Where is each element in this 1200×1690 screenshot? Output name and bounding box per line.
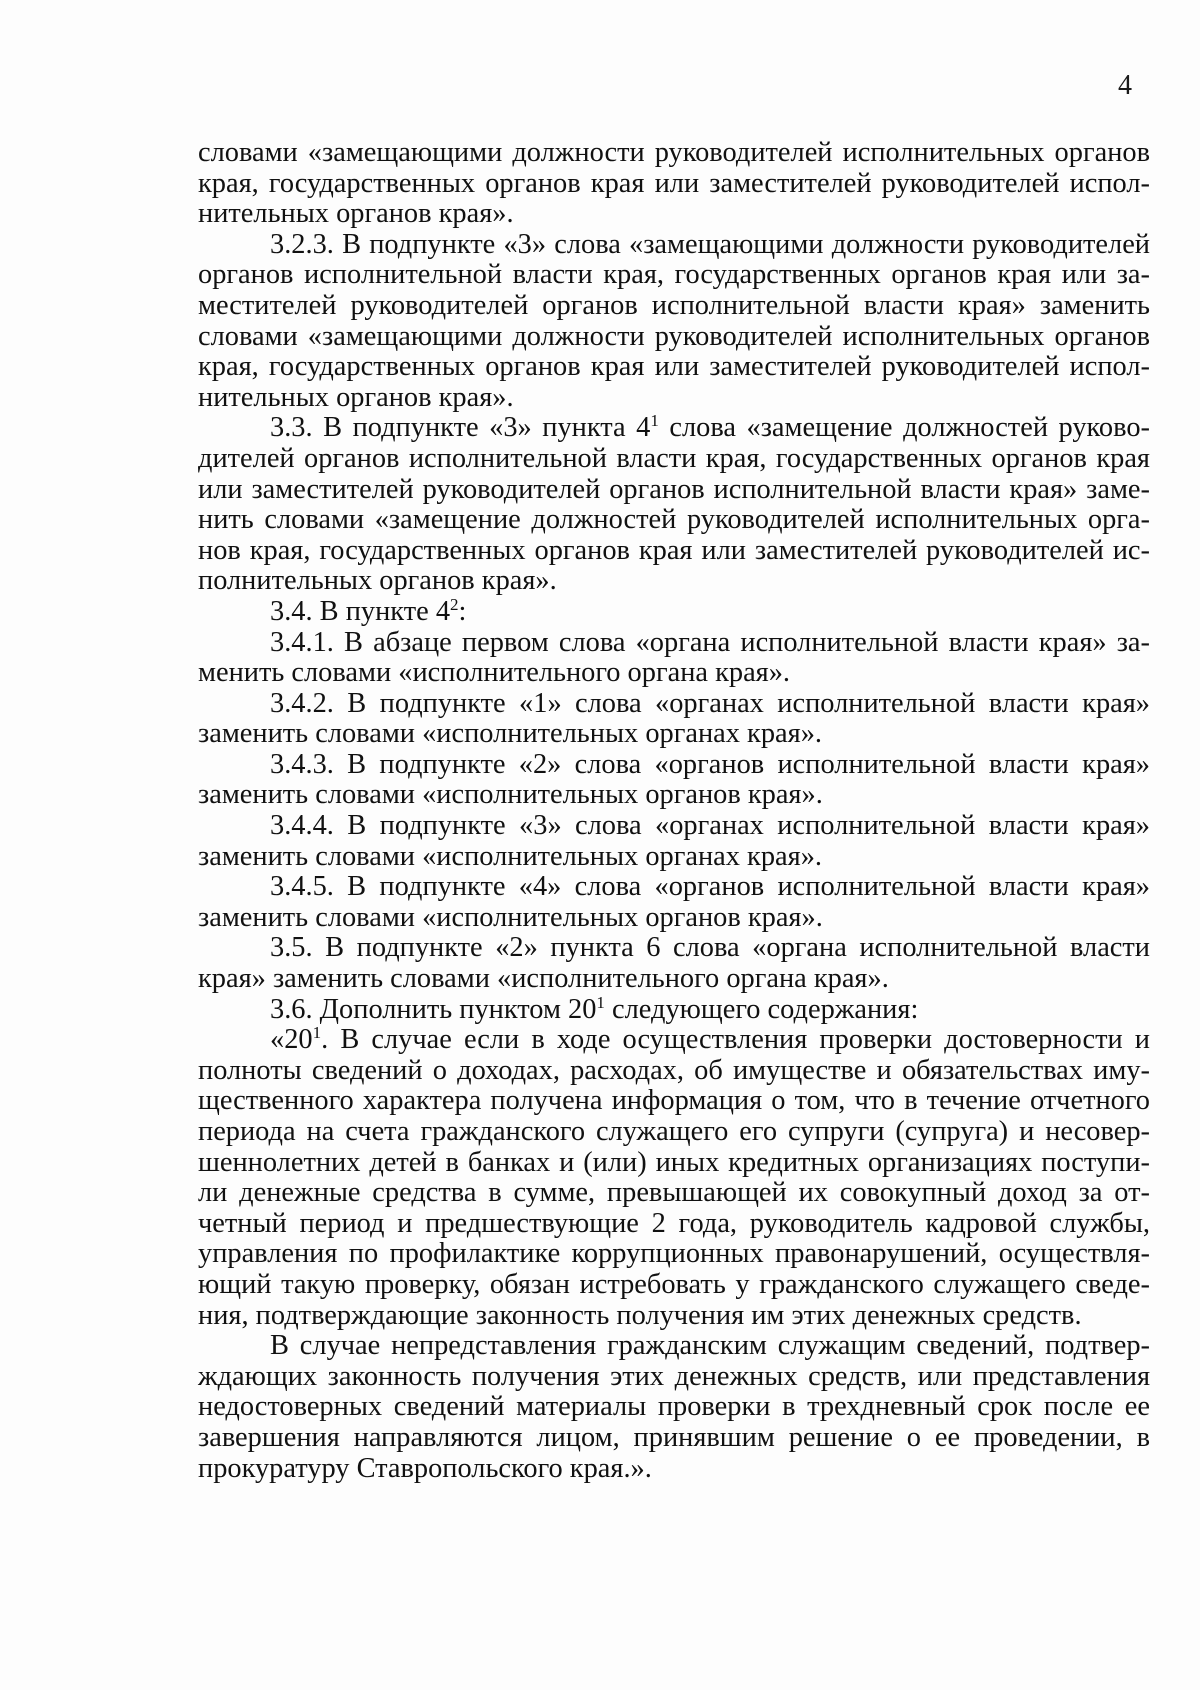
paragraph-quoted-20-1-second: В случае непредставления гражданским служащим сведений, подтверждающих законность получения этих денежных средств, или представления недостоверных сведений материалы проверки в трехдневный срок после ее завершения направляются лицом, принявшим решение о ее проведении, в прокуратуру Ставропольского края.». xyxy=(198,1330,1150,1484)
paragraph-text: слова «замещение должностей руководителей органов исполнительной власти края, государственных органов края или заместителей руководителей органов исполнительной власти края» заменить словами «замещение должностей руководителей исполнительных органов края, государственных органов края или заместителей руководителей исполнительных органов края». xyxy=(198,412,1150,597)
paragraph-continuation: словами «замещающими должности руководителей исполнительных органов края, государственных органов края или заместителей руководителей исполнительных органов края». xyxy=(198,137,1150,230)
paragraph-3-4-1: 3.4.1. В абзаце первом слова «органа исполнительной власти края» заменить словами «исполнительного органа края». xyxy=(198,626,1150,689)
superscript: 1 xyxy=(312,1023,322,1043)
paragraph-text: следующего содержания: xyxy=(604,993,919,1025)
superscript: 1 xyxy=(650,411,659,431)
paragraph-quoted-20-1 xyxy=(198,1025,1150,1331)
paragraph-3-2-3: 3.2.3. В подпункте «3» слова «замещающими должности руководителей органов исполнительной власти края, государственных органов края или заместителей руководителей органов исполнительной власти края» заменить словами «замещающими должности руководителей исполнительных органов края, государственных органов края или заместителей руководителей исполнительных органов края». xyxy=(198,228,1150,413)
paragraph-3-4-2: 3.4.2. В подпункте «1» слова «органах исполнительной власти края» заменить словами «исполнительных органах края». xyxy=(198,687,1150,750)
paragraph-text: . В случае если в ходе осуществления проверки достоверности и полноты сведений о доходах, расходах, об имуществе и обязательствах имущественного характера получена информация о том, что в течение отчетного периода на счета гражданского служащего его супруги (супруга) и несовершеннолетних детей в банках и (или) иных кредитных организациях поступили денежные средства в сумме, превышающей их совокупный доход за отчетный период и предшествующие 2 года, руководитель кадровой службы, управления по профилактике коррупционных правонарушений, осуществляющий такую проверку, обязан истребовать у гражданского служащего сведения, подтверждающие законность получения им этих денежных средств. xyxy=(198,1024,1150,1331)
paragraph-text: 3.6. Дополнить пунктом 20 xyxy=(270,993,597,1025)
paragraph-3-4-3: 3.4.3. В подпункте «2» слова «органов исполнительной власти края» заменить словами «исполнительных органов края». xyxy=(198,748,1150,811)
superscript: 2 xyxy=(450,594,459,614)
page-number: 4 xyxy=(1118,70,1132,101)
superscript: 1 xyxy=(596,992,605,1012)
paragraph-3-4-4: 3.4.4. В подпункте «3» слова «органах исполнительной власти края» заменить словами «исполнительных органах края». xyxy=(198,810,1150,872)
paragraph-text: 3.3. В подпункте «3» пункта 4 xyxy=(270,412,651,444)
paragraph-text: 3.4. В пункте 4 xyxy=(270,595,451,627)
paragraph-3-6 xyxy=(198,992,1150,1026)
paragraph-3-4-5: 3.4.5. В подпункте «4» слова «органов исполнительной власти края» заменить словами «исполнительных органов края». xyxy=(198,871,1150,933)
document-body xyxy=(198,138,1150,1484)
paragraph-text: : xyxy=(458,595,467,627)
paragraph-text: «20 xyxy=(270,1024,313,1056)
paragraph-3-4 xyxy=(198,594,1150,628)
paragraph-3-5: 3.5. В подпункте «2» пункта 6 слова «органа исполнительной власти края» заменить словами «исполнительного органа края». xyxy=(198,932,1150,995)
paragraph-3-3 xyxy=(198,413,1150,597)
